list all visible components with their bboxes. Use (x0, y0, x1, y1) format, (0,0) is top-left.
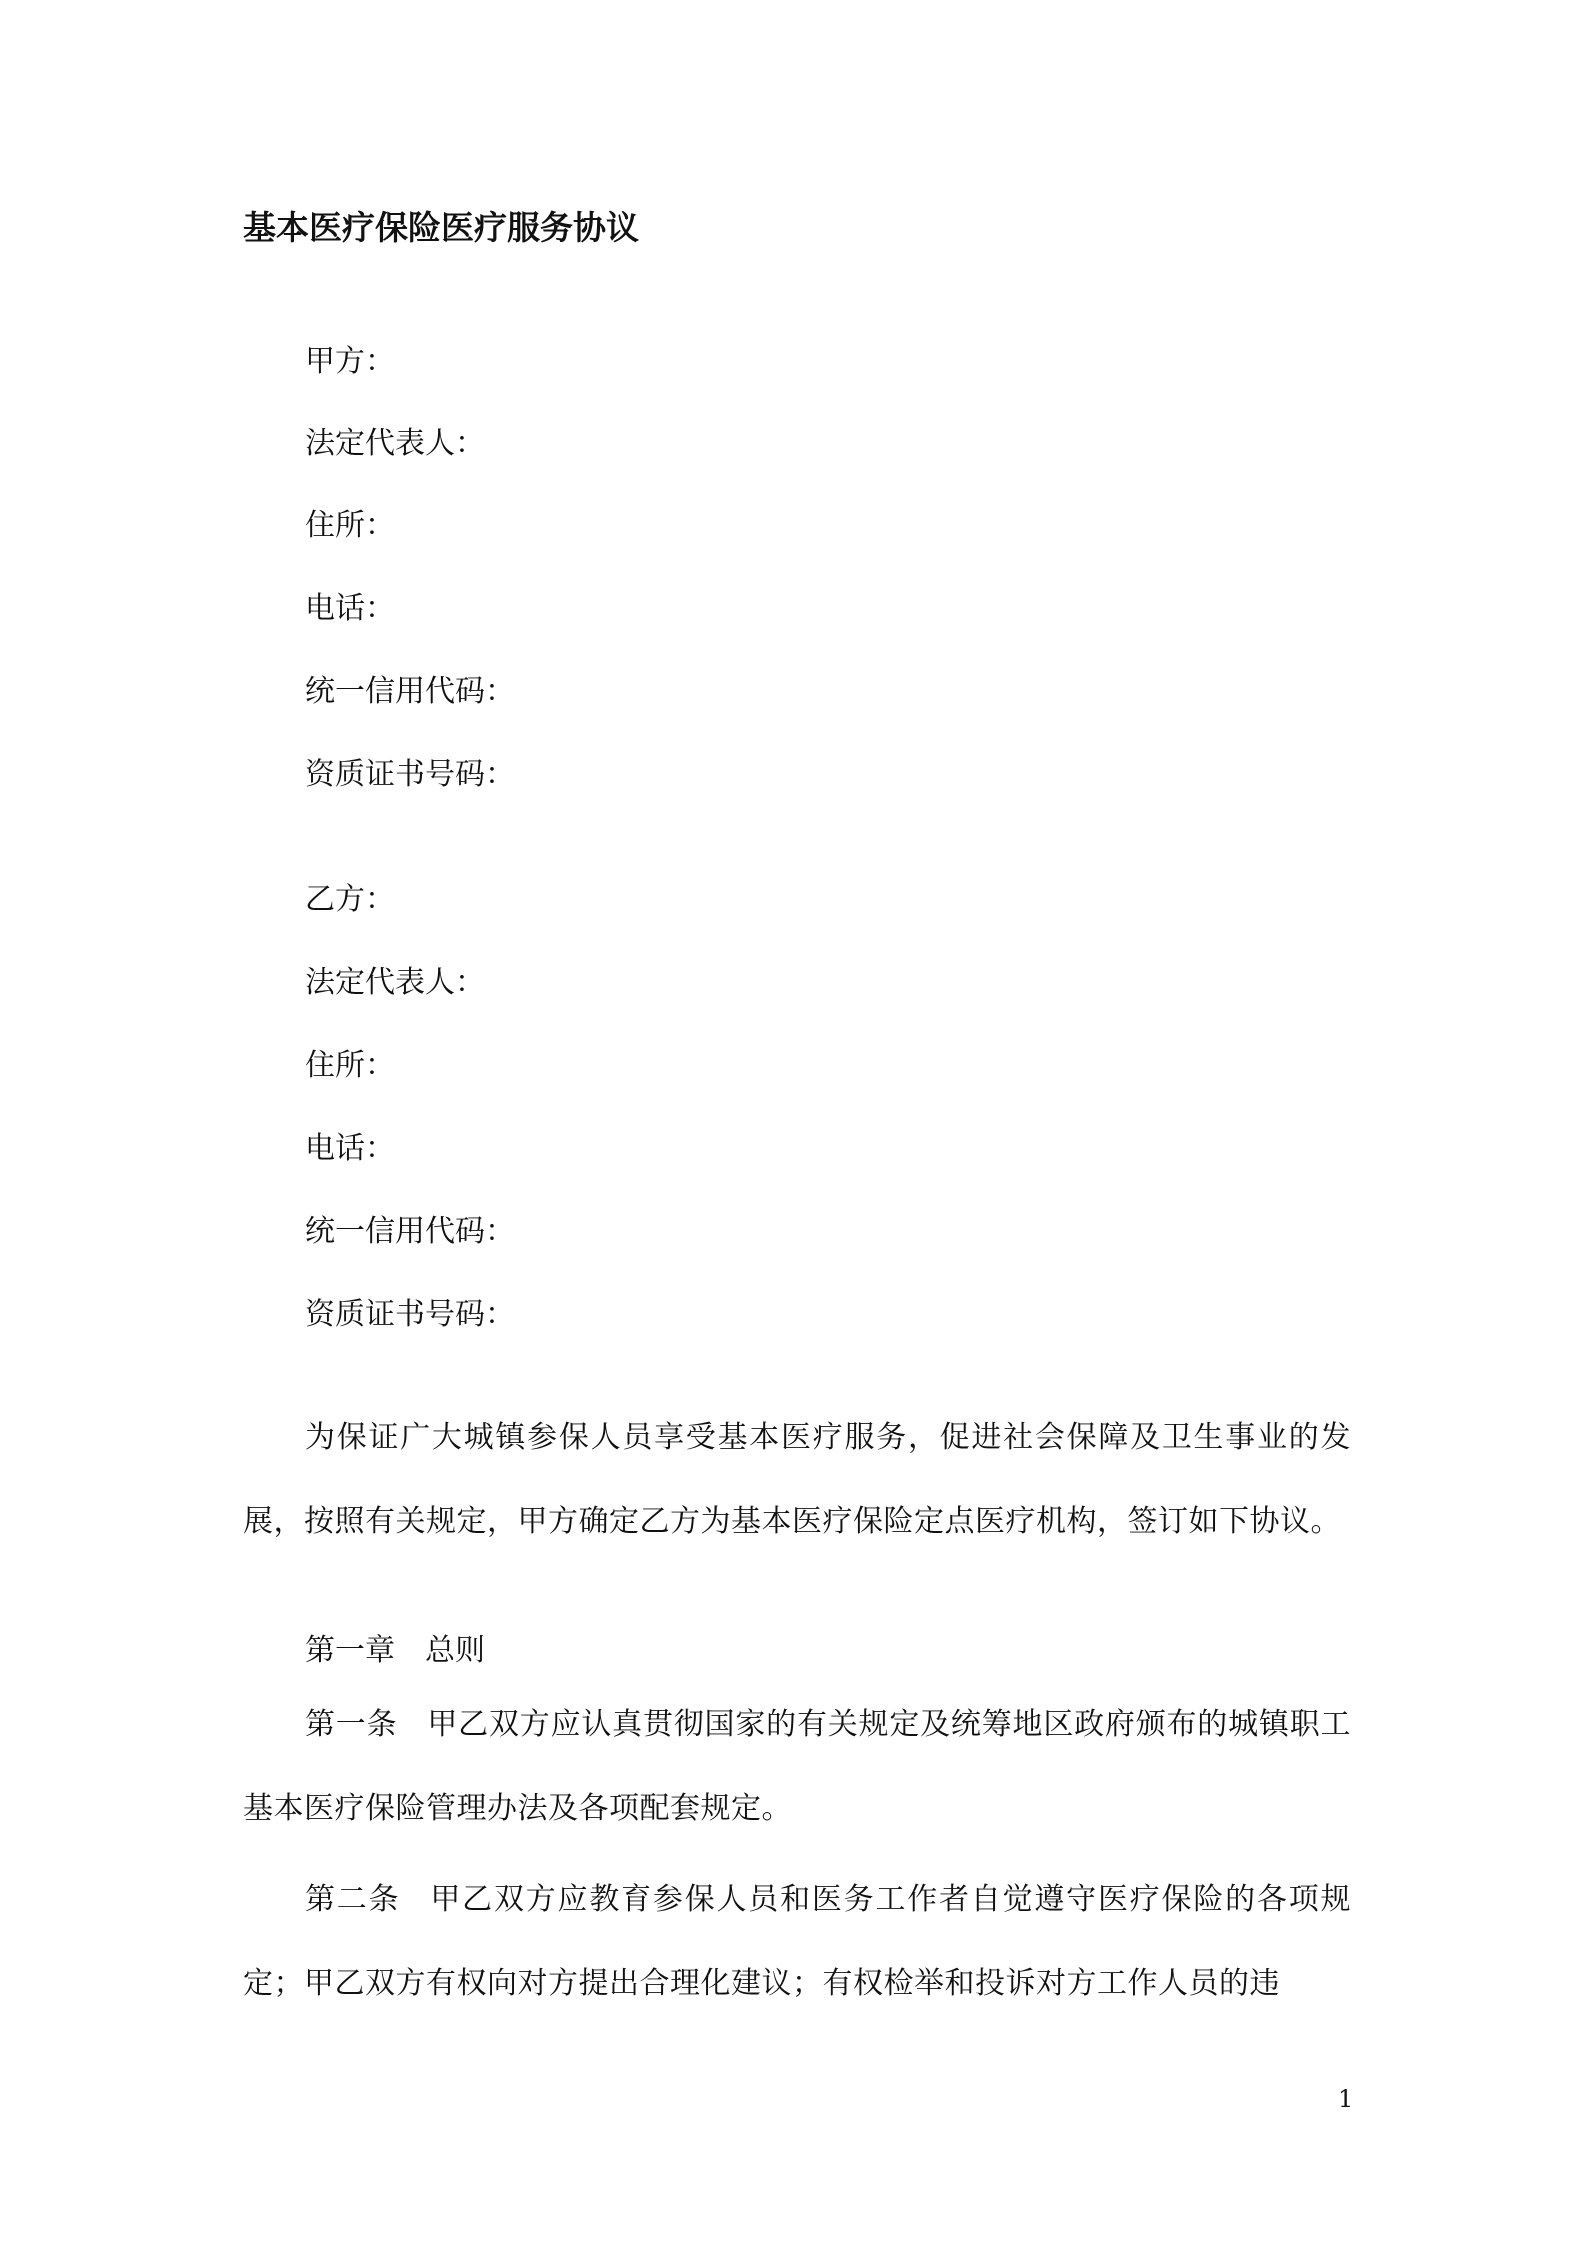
chapter-number: 第一章 (305, 1633, 395, 1668)
page-number: 1 (1338, 2085, 1354, 2113)
party-a-credit-code-label: 统一信用代码： (305, 674, 515, 709)
article-1-text: 甲乙双方应认真贯彻国家的有关规定及统筹地区政府颁布的城镇职工基本医疗保险管理办法及各项配套规定。 (243, 1707, 1351, 1826)
party-a-name-label: 甲方： (305, 344, 395, 379)
preamble-paragraph: 为保证广大城镇参保人员享受基本医疗服务，促进社会保障及卫生事业的发展，按照有关规定，甲方确定乙方为基本医疗保险定点医疗机构，签订如下协议。 (243, 1420, 1351, 1539)
document-title: 基本医疗保险医疗服务协议 (243, 208, 639, 247)
party-b-name-label: 乙方： (305, 882, 395, 917)
article-1-label: 第一条 (305, 1707, 398, 1742)
party-b-address-label: 住所： (305, 1048, 395, 1083)
party-b-rep-label: 法定代表人： (305, 965, 485, 1000)
party-a-rep-label: 法定代表人： (305, 426, 485, 461)
party-b-credit-code-label: 统一信用代码： (305, 1214, 515, 1249)
article-1 (243, 1683, 1351, 1851)
party-b-phone-label: 电话： (305, 1131, 395, 1166)
party-a-cert-label: 资质证书号码： (305, 757, 515, 792)
article-2 (243, 1858, 1351, 2026)
party-a-address-label: 住所： (305, 508, 395, 543)
party-b-cert-label: 资质证书号码： (305, 1297, 515, 1332)
article-2-label: 第二条 (305, 1882, 401, 1917)
article-2-text: 甲乙双方应教育参保人员和医务工作者自觉遵守医疗保险的各项规定；甲乙双方有权向对方提出合理化建议；有权检举和投诉对方工作人员的违 (243, 1882, 1352, 2001)
chapter-heading (305, 1625, 485, 1669)
party-a-phone-label: 电话： (305, 591, 395, 626)
chapter-name: 总则 (425, 1633, 485, 1668)
